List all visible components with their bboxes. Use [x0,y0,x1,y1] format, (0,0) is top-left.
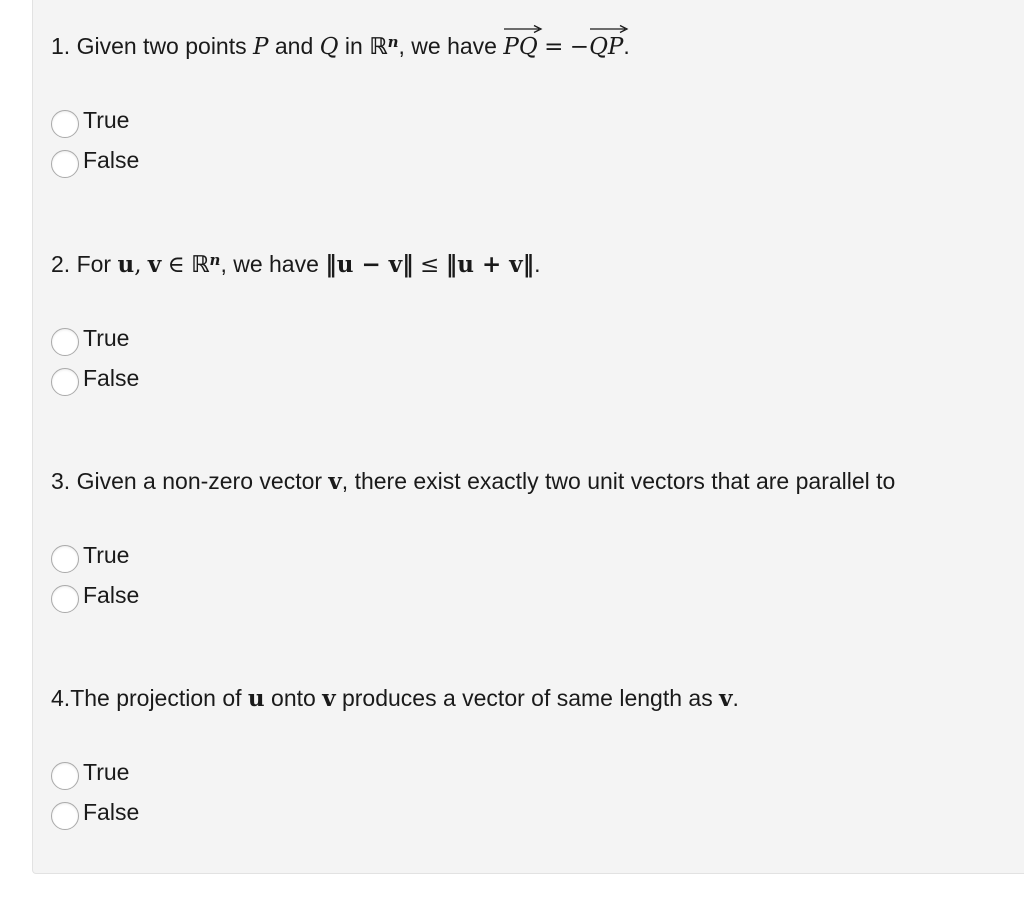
radio-button[interactable] [51,328,79,356]
point-p: P [253,34,269,60]
vector-qp: QP [589,33,623,61]
vector-arrow-icon [503,24,543,34]
radio-button[interactable] [51,545,79,573]
point-q: Q [319,34,339,60]
quiz-panel [32,0,1024,874]
option-label[interactable]: True [83,325,130,351]
option-label[interactable]: True [83,542,130,568]
norm-difference: ‖u − v‖ [325,251,414,278]
radio-button[interactable] [51,802,79,830]
question-number: 4. [51,685,71,711]
option-label[interactable]: True [83,759,130,785]
option-label[interactable]: False [83,147,140,173]
real-space-symbol: ℝ$^n$ [369,33,399,60]
option-label[interactable]: True [83,107,130,133]
option-label[interactable]: False [83,365,140,391]
radio-button[interactable] [51,150,79,178]
question-number: 3. [51,468,71,494]
radio-button[interactable] [51,585,79,613]
question-1-text: 1. Given two points P and Q in ℝ$^n$, we have PQ = − QP. [51,32,630,61]
vector-pq: PQ [503,33,537,61]
norm-sum: ‖u + v‖ [445,251,535,278]
question-3-text: 3. Given a non-zero vector v, there exist exactly two unit vectors that are parallel to [51,468,896,495]
question-number: 1. [51,33,71,59]
option-label[interactable]: False [83,799,140,825]
question-number: 2. [51,251,71,277]
radio-button[interactable] [51,110,79,138]
question-4-text: 4.The projection of u onto v produces a vector of same length as v. [51,685,739,712]
question-2-text: 2. For u, v ∈ ℝ$^n$, we have ‖u − v‖ ≤ ‖u + v‖. [51,251,541,278]
radio-button[interactable] [51,762,79,790]
vector-arrow-icon [589,24,629,34]
real-space-symbol: ℝ$^n$ [191,251,221,278]
radio-button[interactable] [51,368,79,396]
option-label[interactable]: False [83,582,140,608]
